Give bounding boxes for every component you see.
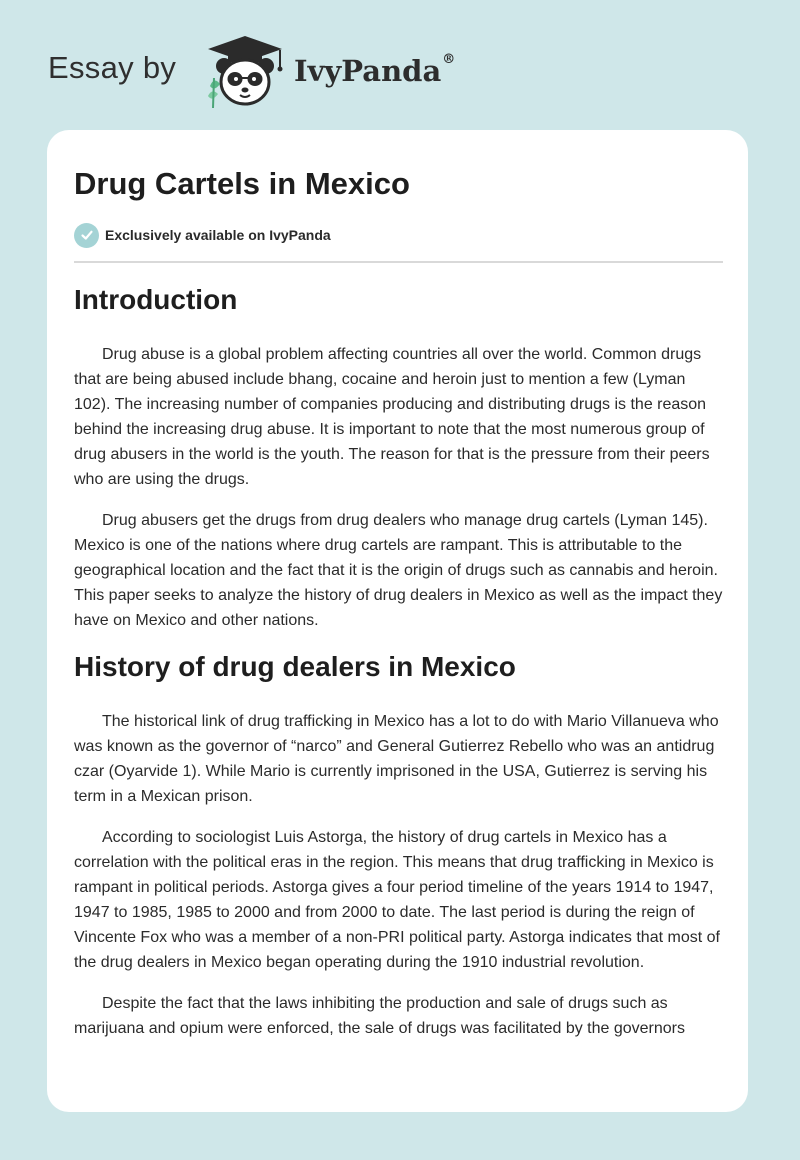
section-heading-history: History of drug dealers in Mexico	[74, 651, 516, 682]
panda-graduate-icon[interactable]	[200, 34, 290, 110]
paragraph: Despite the fact that the laws inhibiting the production and sale of drugs such as marijuana and opium were enforced, the sale of drugs was facilitated by the governors	[74, 995, 686, 1037]
registered-mark: ®	[442, 52, 456, 67]
brand-name[interactable]: IvyPanda®	[294, 52, 456, 88]
site-header	[0, 0, 800, 130]
check-icon	[74, 223, 99, 248]
paragraph: According to sociologist Luis Astorga, the history of drug cartels in Mexico has a correlation with the political eras in the region. This means that drug trafficking in Mexico is rampant in political periods. Astorga gives a four period timeline of the years 1914 to 1947, 1947 to 1985, 1985 to 2000 and from 2000 to date. The last period is during the reign of Vincente Fox who was a member of a non-PRI political party. Astorga indicates that most of the drug dealers in Mexico began operating during the 1910 industrial revolution.	[74, 829, 720, 971]
badge-text: Exclusively available on IvyPanda	[105, 227, 331, 243]
paragraph: Drug abuse is a global problem affecting countries all over the world. Common drugs that are being abused include bhang, cocaine and heroin just to mention a few (Lyman 102). The increasing number of companies producing and distributing drugs is the reason behind the increasing drug abuse. It is important to note that the most numerous group of drug abusers in the world is the youth. The reason for that is the pressure from their peers who are using the drugs.	[74, 346, 710, 488]
section-heading-introduction: Introduction	[74, 284, 238, 315]
essay-card	[47, 130, 748, 1112]
page-title: Drug Cartels in Mexico	[74, 166, 410, 201]
divider	[74, 261, 723, 263]
article-body	[74, 282, 723, 1041]
paragraph: Drug abusers get the drugs from drug dealers who manage drug cartels (Lyman 145). Mexico is one of the nations where drug cartels are rampant. This is attributable to the geographical location and the fact that it is the origin of drugs such as cannabis and heroin. This paper seeks to analyze the history of drug dealers in Mexico as well as the impact they have on Mexico and other nations.	[74, 512, 723, 629]
exclusive-badge	[74, 222, 331, 248]
paragraph: The historical link of drug trafficking in Mexico has a lot to do with Mario Villanueva who was known as the governor of “narco” and General Gutierrez Rebello who was an antidrug czar (Oyarvide 1). While Mario is currently imprisoned in the USA, Gutierrez is serving his term in a Mexican prison.	[74, 713, 719, 805]
brand-prefix: Essay by	[48, 50, 177, 85]
